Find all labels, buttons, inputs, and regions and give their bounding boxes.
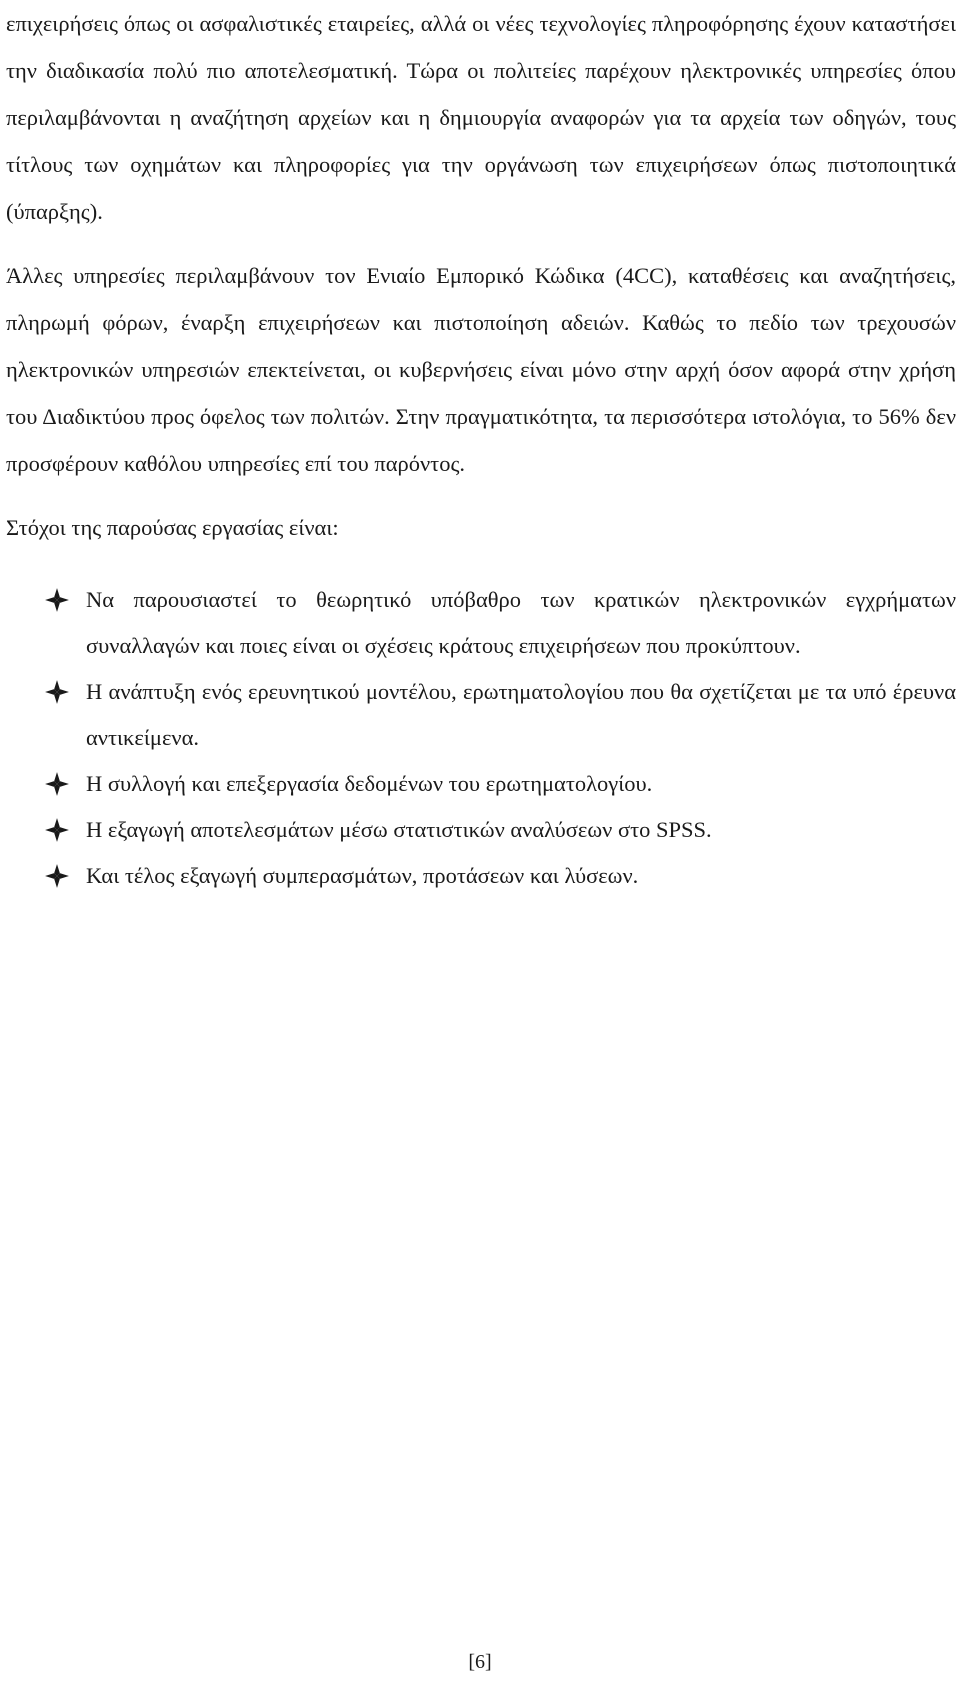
list-item-text: Η εξαγωγή αποτελεσμάτων μέσω στατιστικών αναλύσεων στο SPSS. — [86, 817, 712, 842]
list-item-text: Και τέλος εξαγωγή συμπερασμάτων, προτάσεων και λύσεων. — [86, 863, 639, 888]
list-item — [6, 669, 956, 761]
diamond-bullet-icon — [44, 771, 70, 797]
page-number: [6] — [468, 1651, 492, 1673]
diamond-bullet-icon — [44, 679, 70, 705]
paragraph-objectives-heading: Στόχοι της παρούσας εργασίας είναι: — [6, 515, 339, 540]
list-item-text: Η συλλογή και επεξεργασία δεδομένων του ερωτηματολογίου. — [86, 771, 653, 796]
paragraph-intro: επιχειρήσεις όπως οι ασφαλιστικές εταιρείες, αλλά οι νέες τεχνολογίες πληροφόρησης έχουν καταστήσει την διαδικασία πολύ πιο αποτελεσματική. Τώρα οι πολιτείες παρέχουν ηλεκτρονικές υπηρεσίες όπου περιλαμβάνονται η αναζήτηση αρχείων και η δημιουργία αναφορών για τα αρχεία των οδηγών, τους τίτλους των οχημάτων και πληροφορίες για την οργάνωση των επιχειρήσεων όπως πιστοποιητικά (ύπαρξης). — [6, 11, 956, 224]
list-item-text: Η ανάπτυξη ενός ερευνητικού μοντέλου, ερωτηματολογίου που θα σχετίζεται με τα υπό έρευνα αντικείμενα. — [86, 679, 956, 750]
diamond-bullet-icon — [44, 817, 70, 843]
paragraph-other-services: Άλλες υπηρεσίες περιλαμβάνουν τον Ενιαίο Εμπορικό Κώδικα (4CC), καταθέσεις και αναζητήσεις, πληρωμή φόρων, έναρξη επιχειρήσεων και πιστοποίηση αδειών. Καθώς το πεδίο των τρεχουσών ηλεκτρονικών υπηρεσιών επεκτείνεται, οι κυβερνήσεις είναι μόνο στην αρχή όσον αφορά στην χρήση του Διαδικτύου προς όφελος των πολιτών. Στην πραγματικότητα, τα περισσότερα ιστολόγια, το 56% δεν προσφέρουν καθόλου υπηρεσίες επί του παρόντος. — [6, 263, 956, 476]
list-item — [6, 761, 956, 807]
diamond-bullet-icon — [44, 863, 70, 889]
list-item — [6, 807, 956, 853]
list-item — [6, 853, 956, 899]
diamond-bullet-icon — [44, 587, 70, 613]
list-item — [6, 577, 956, 669]
list-item-text: Να παρουσιαστεί το θεωρητικό υπόβαθρο των κρατικών ηλεκτρονικών εγχρήματων συναλλαγών και ποιες είναι οι σχέσεις κράτους επιχειρήσεων που προκύπτουν. — [86, 587, 956, 658]
document-body — [6, 0, 956, 899]
objectives-list — [6, 577, 956, 899]
